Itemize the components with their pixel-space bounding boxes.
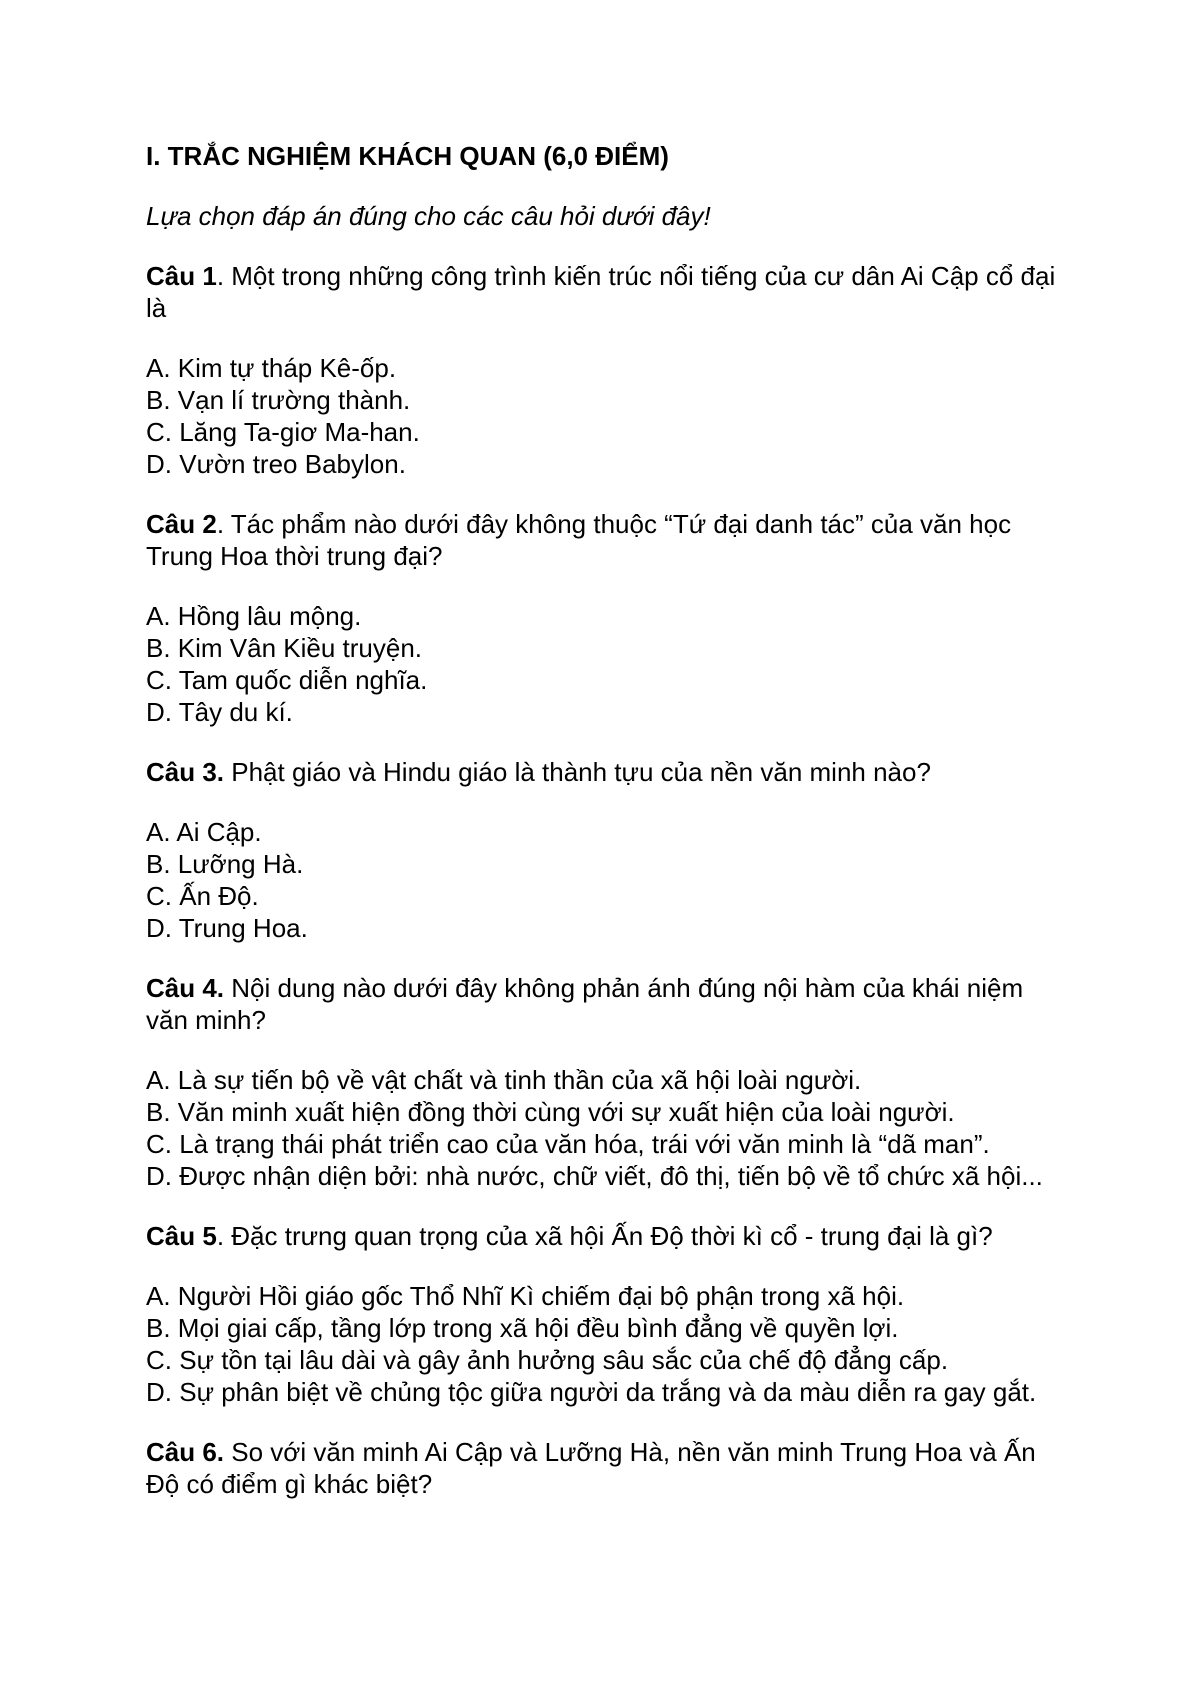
section-title: I. TRẮC NGHIỆM KHÁCH QUAN (6,0 ĐIỂM) <box>146 141 669 171</box>
option-c: C. Ấn Độ. <box>146 881 259 911</box>
question-text: Nội dung nào dưới đây không phản ánh đúng nội hàm của khái niệm văn minh? <box>146 973 1024 1035</box>
answer-options <box>146 816 1066 944</box>
option-c: C. Sự tồn tại lâu dài và gây ảnh hưởng sâu sắc của chế độ đẳng cấp. <box>146 1345 949 1375</box>
option-d: D. Sự phân biệt về chủng tộc giữa người da trắng và da màu diễn ra gay gắt. <box>146 1377 1037 1407</box>
option-d: D. Trung Hoa. <box>146 913 308 943</box>
question-label: Câu 6. <box>146 1437 225 1467</box>
question-3 <box>146 756 1066 944</box>
document-page <box>146 140 1066 1528</box>
option-b: B. Mọi giai cấp, tầng lớp trong xã hội đều bình đẳng về quyền lợi. <box>146 1313 899 1343</box>
option-d: D. Tây du kí. <box>146 697 293 727</box>
answer-options <box>146 1064 1066 1192</box>
option-d: D. Vườn treo Babylon. <box>146 449 406 479</box>
question-2 <box>146 508 1066 728</box>
question-stem <box>146 1220 1066 1252</box>
question-stem <box>146 756 1066 788</box>
question-stem <box>146 1436 1066 1500</box>
option-b: B. Lưỡng Hà. <box>146 849 304 879</box>
option-a: A. Là sự tiến bộ về vật chất và tinh thần của xã hội loài người. <box>146 1065 862 1095</box>
option-c: C. Lăng Ta-giơ Ma-han. <box>146 417 420 447</box>
question-stem <box>146 260 1066 324</box>
question-text: . Tác phẩm nào dưới đây không thuộc “Tứ đại danh tác” của văn học Trung Hoa thời trung đại? <box>146 509 1012 571</box>
question-text: So với văn minh Ai Cập và Lưỡng Hà, nền văn minh Trung Hoa và Ấn Độ có điểm gì khác biệt? <box>146 1437 1036 1499</box>
question-6 <box>146 1436 1066 1500</box>
option-d: D. Được nhận diện bởi: nhà nước, chữ viết, đô thị, tiến bộ về tổ chức xã hội... <box>146 1161 1043 1191</box>
question-text: Phật giáo và Hindu giáo là thành tựu của nền văn minh nào? <box>224 757 931 787</box>
option-a: A. Hồng lâu mộng. <box>146 601 362 631</box>
question-stem <box>146 508 1066 572</box>
section-instruction: Lựa chọn đáp án đúng cho các câu hỏi dưới đây! <box>146 201 711 231</box>
question-5 <box>146 1220 1066 1408</box>
option-b: B. Kim Vân Kiều truyện. <box>146 633 423 663</box>
answer-options <box>146 352 1066 480</box>
answer-options <box>146 600 1066 728</box>
question-stem <box>146 972 1066 1036</box>
answer-options <box>146 1280 1066 1408</box>
question-label: Câu 1 <box>146 261 217 291</box>
option-a: A. Ai Cập. <box>146 817 262 847</box>
option-b: B. Văn minh xuất hiện đồng thời cùng với sự xuất hiện của loài người. <box>146 1097 955 1127</box>
option-c: C. Là trạng thái phát triển cao của văn hóa, trái với văn minh là “dã man”. <box>146 1129 990 1159</box>
question-label: Câu 3. <box>146 757 225 787</box>
question-text: . Một trong những công trình kiến trúc nổi tiếng của cư dân Ai Cập cổ đại là <box>146 261 1056 323</box>
question-text: . Đặc trưng quan trọng của xã hội Ấn Độ thời kì cổ - trung đại là gì? <box>216 1221 993 1251</box>
option-b: B. Vạn lí trường thành. <box>146 385 411 415</box>
question-1 <box>146 260 1066 480</box>
question-4 <box>146 972 1066 1192</box>
question-label: Câu 2 <box>146 509 217 539</box>
question-label: Câu 4. <box>146 973 225 1003</box>
option-a: A. Người Hồi giáo gốc Thổ Nhĩ Kì chiếm đại bộ phận trong xã hội. <box>146 1281 905 1311</box>
option-a: A. Kim tự tháp Kê-ốp. <box>146 353 397 383</box>
option-c: C. Tam quốc diễn nghĩa. <box>146 665 428 695</box>
question-label: Câu 5 <box>146 1221 217 1251</box>
